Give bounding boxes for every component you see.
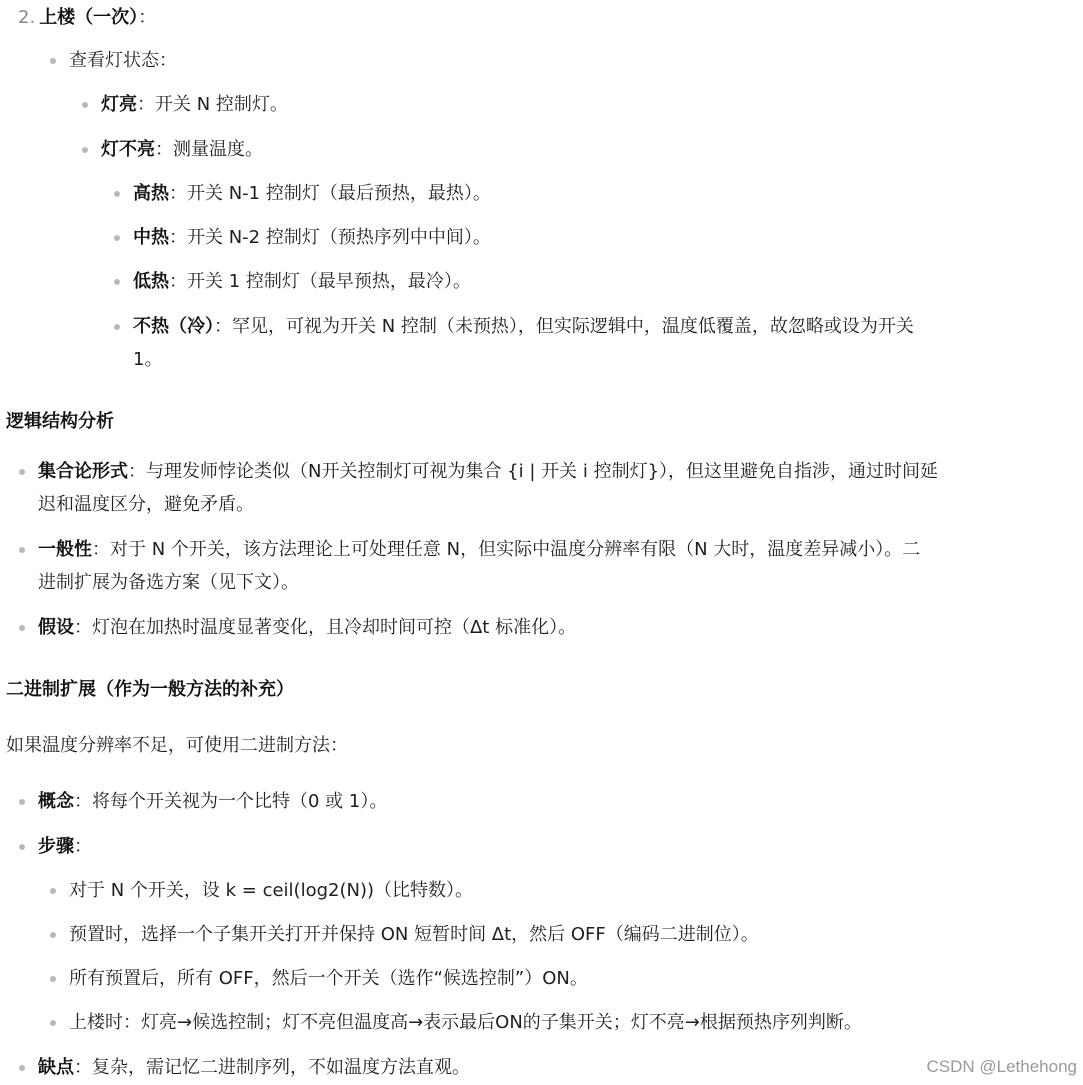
bullet — [114, 324, 120, 330]
step2-line: 2. 上楼（一次）： — [18, 7, 157, 28]
bullet — [50, 58, 56, 64]
bullet — [114, 279, 120, 285]
temp-item-high: 高热：开关 N-1 控制灯（最后预热，最热）。 — [133, 183, 491, 204]
binary-intro: 如果温度分辨率不足，可使用二进制方法： — [6, 735, 348, 756]
temp-item-cold-cont: 1。 — [133, 349, 163, 370]
logic-item-set-cont: 迟和温度区分，避免矛盾。 — [38, 494, 254, 515]
bullet — [50, 888, 56, 894]
bullet — [50, 1020, 56, 1026]
logic-item-assume: 假设：灯泡在加热时温度显著变化，且冷却时间可控（Δt 标准化）。 — [38, 617, 577, 638]
light-on-item: 灯亮：开关 N 控制灯。 — [101, 94, 288, 115]
temp-item-low: 低热：开关 1 控制灯（最早预热，最冷）。 — [133, 271, 471, 292]
step2-title: 上楼（一次） — [39, 7, 139, 28]
bullet — [82, 102, 88, 108]
list-number: 2. — [18, 7, 36, 28]
binary-concept: 概念：将每个开关视为一个比特（0 或 1）。 — [38, 791, 388, 812]
bullet — [114, 235, 120, 241]
binary-heading: 二进制扩展（作为一般方法的补充） — [6, 679, 294, 700]
logic-item-set: 集合论形式：与理发师悖论类似（N开关控制灯可视为集合 {i | 开关 i 控制灯}），但这里避免自指涉，通过时间延 — [38, 461, 939, 482]
bullet — [19, 844, 25, 850]
check-light-item: 查看灯状态： — [69, 50, 177, 71]
binary-sub-item: 预置时，选择一个子集开关打开并保持 ON 短暂时间 Δt，然后 OFF（编码二进制位）。 — [69, 924, 759, 945]
bullet — [19, 625, 25, 631]
logic-item-general-cont: 进制扩展为备选方案（见下文）。 — [38, 572, 299, 593]
binary-cons: 缺点：复杂，需记忆二进制序列，不如温度方法直观。 — [38, 1057, 470, 1078]
light-off-item: 灯不亮：测量温度。 — [101, 139, 263, 160]
binary-sub-item: 上楼时：灯亮→候选控制；灯不亮但温度高→表示最后ON的子集开关；灯不亮→根据预热序列判断。 — [69, 1012, 862, 1033]
binary-sub-item: 所有预置后，所有 OFF，然后一个开关（选作“候选控制”）ON。 — [69, 968, 588, 989]
bullet — [50, 932, 56, 938]
binary-steps: 步骤： — [38, 836, 92, 857]
bullet — [82, 147, 88, 153]
bullet — [19, 799, 25, 805]
binary-sub-item: 对于 N 个开关，设 k = ceil(log2(N))（比特数）。 — [69, 880, 473, 901]
temp-item-cold: 不热（冷）：罕见，可视为开关 N 控制（未预热），但实际逻辑中，温度低覆盖，故忽略或设为开关 — [133, 316, 914, 337]
logic-item-general: 一般性：对于 N 个开关，该方法理论上可处理任意 N，但实际中温度分辨率有限（N 大时，温度差异减小）。二 — [38, 539, 921, 560]
bullet — [114, 191, 120, 197]
bullet — [50, 976, 56, 982]
watermark: CSDN @Lethehong — [926, 1057, 1077, 1076]
bullet — [19, 469, 25, 475]
bullet — [19, 1065, 25, 1071]
temp-item-mid: 中热：开关 N-2 控制灯（预热序列中中间）。 — [133, 227, 491, 248]
bullet — [19, 547, 25, 553]
logic-heading: 逻辑结构分析 — [6, 411, 114, 432]
